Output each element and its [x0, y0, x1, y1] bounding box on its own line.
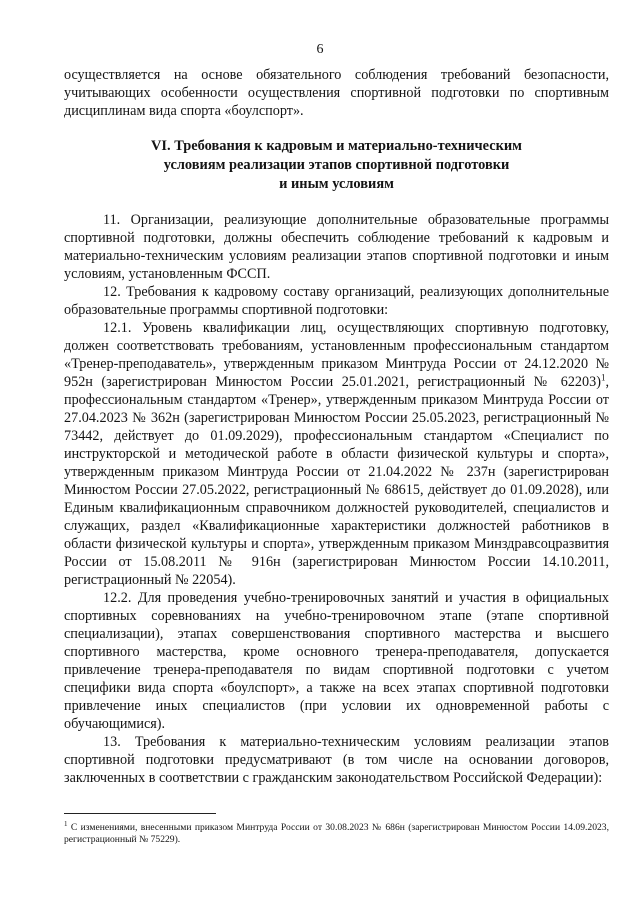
paragraph-12-1-part-1: 12.1. Уровень квалификации лиц, осуществляющих спортивную подготовку, должен соответствовать требованиям, установленным профессиональным стандартом «Тренер-преподаватель», утвержденным приказом Минтруда России от 24.12.2020 № 952н (зарегистрирован Минюстом России 25.01.2021, регистрационный № 62203): [64, 320, 609, 390]
paragraph-11: 11. Организации, реализующие дополнительные образовательные программы спортивной подготовки, должны обеспечить соблюдение требований к кадровым и материально-техническим условиям реализации этапов спортивной подготовки и иным условиям, установленным ФССП.: [64, 212, 609, 282]
section-heading-line-2: условиям реализации этапов спортивной подготовки: [163, 157, 510, 173]
paragraph-12-1: [64, 319, 609, 589]
footnote-text: С изменениями, внесенными приказом Минтруда России от 30.08.2023 № 686н (зарегистрирован Минюстом России 14.09.2023, регистрационный № 75229).: [64, 822, 609, 845]
paragraph-13: 13. Требования к материально-техническим условиям реализации этапов спортивной подготовки предусматривают (в том числе на основании договоров, заключенных в соответствии с гражданским законодательством Российской Федерации):: [64, 734, 609, 786]
paragraph-12-1-part-2: , профессиональным стандартом «Тренер», утвержденным приказом Минтруда России от 27.04.2023 № 362н (зарегистрирован Минюстом России 25.05.2023, регистрационный № 73442, действует до 01.09.2029), профессиональным стандартом «Специалист по инструкторской и методической работе в области физической культуры и спорта», утвержденным приказом Минтруда России от 21.04.2022 № 237н (зарегистрирован Минюстом России 27.05.2022, регистрационный № 68615, действует до 01.09.2028), или Единым квалификационным справочником должностей руководителей, специалистов и служащих, раздел «Квалификационные характеристики должностей работников в области физической культуры и спорта», утвержденным приказом Минздравсоцразвития России от 15.08.2011 № 916н (зарегистрирован Минюстом России 14.10.2011, регистрационный № 22054).: [64, 374, 609, 588]
section-heading-line-1: VI. Требования к кадровым и материально-техническим: [151, 138, 522, 154]
paragraph-12: 12. Требования к кадровому составу организаций, реализующих дополнительные образовательные программы спортивной подготовки:: [64, 284, 609, 318]
footnote: [64, 819, 609, 846]
section-heading: [64, 137, 609, 194]
paragraph-12-2: 12.2. Для проведения учебно-тренировочных занятий и участия в официальных спортивных соревнованиях на учебно-тренировочном этапе (этапе спортивной специализации), этапах совершенствования спортивного мастерства и высшего спортивного мастерства, кроме основного тренера-преподавателя, допускается привлечение тренера-преподавателя по видам спортивной подготовки с учетом специфики вида спорта «боулспорт», а также на всех этапах спортивной подготовки привлечение иных специалистов (при условии их одновременной работы с обучающимися).: [64, 590, 609, 732]
footnote-divider: [64, 813, 216, 814]
section-heading-line-3: и иным условиям: [279, 176, 394, 192]
intro-paragraph: осуществляется на основе обязательного соблюдения требований безопасности, учитывающих особенности осуществления спортивной подготовки по спортивным дисциплинам вида спорта «боулспорт».: [64, 67, 609, 119]
footnote-reference: 1: [600, 372, 606, 383]
page-number: 6: [316, 42, 324, 57]
document-body: [64, 66, 609, 787]
footnote-marker: 1: [64, 819, 68, 828]
